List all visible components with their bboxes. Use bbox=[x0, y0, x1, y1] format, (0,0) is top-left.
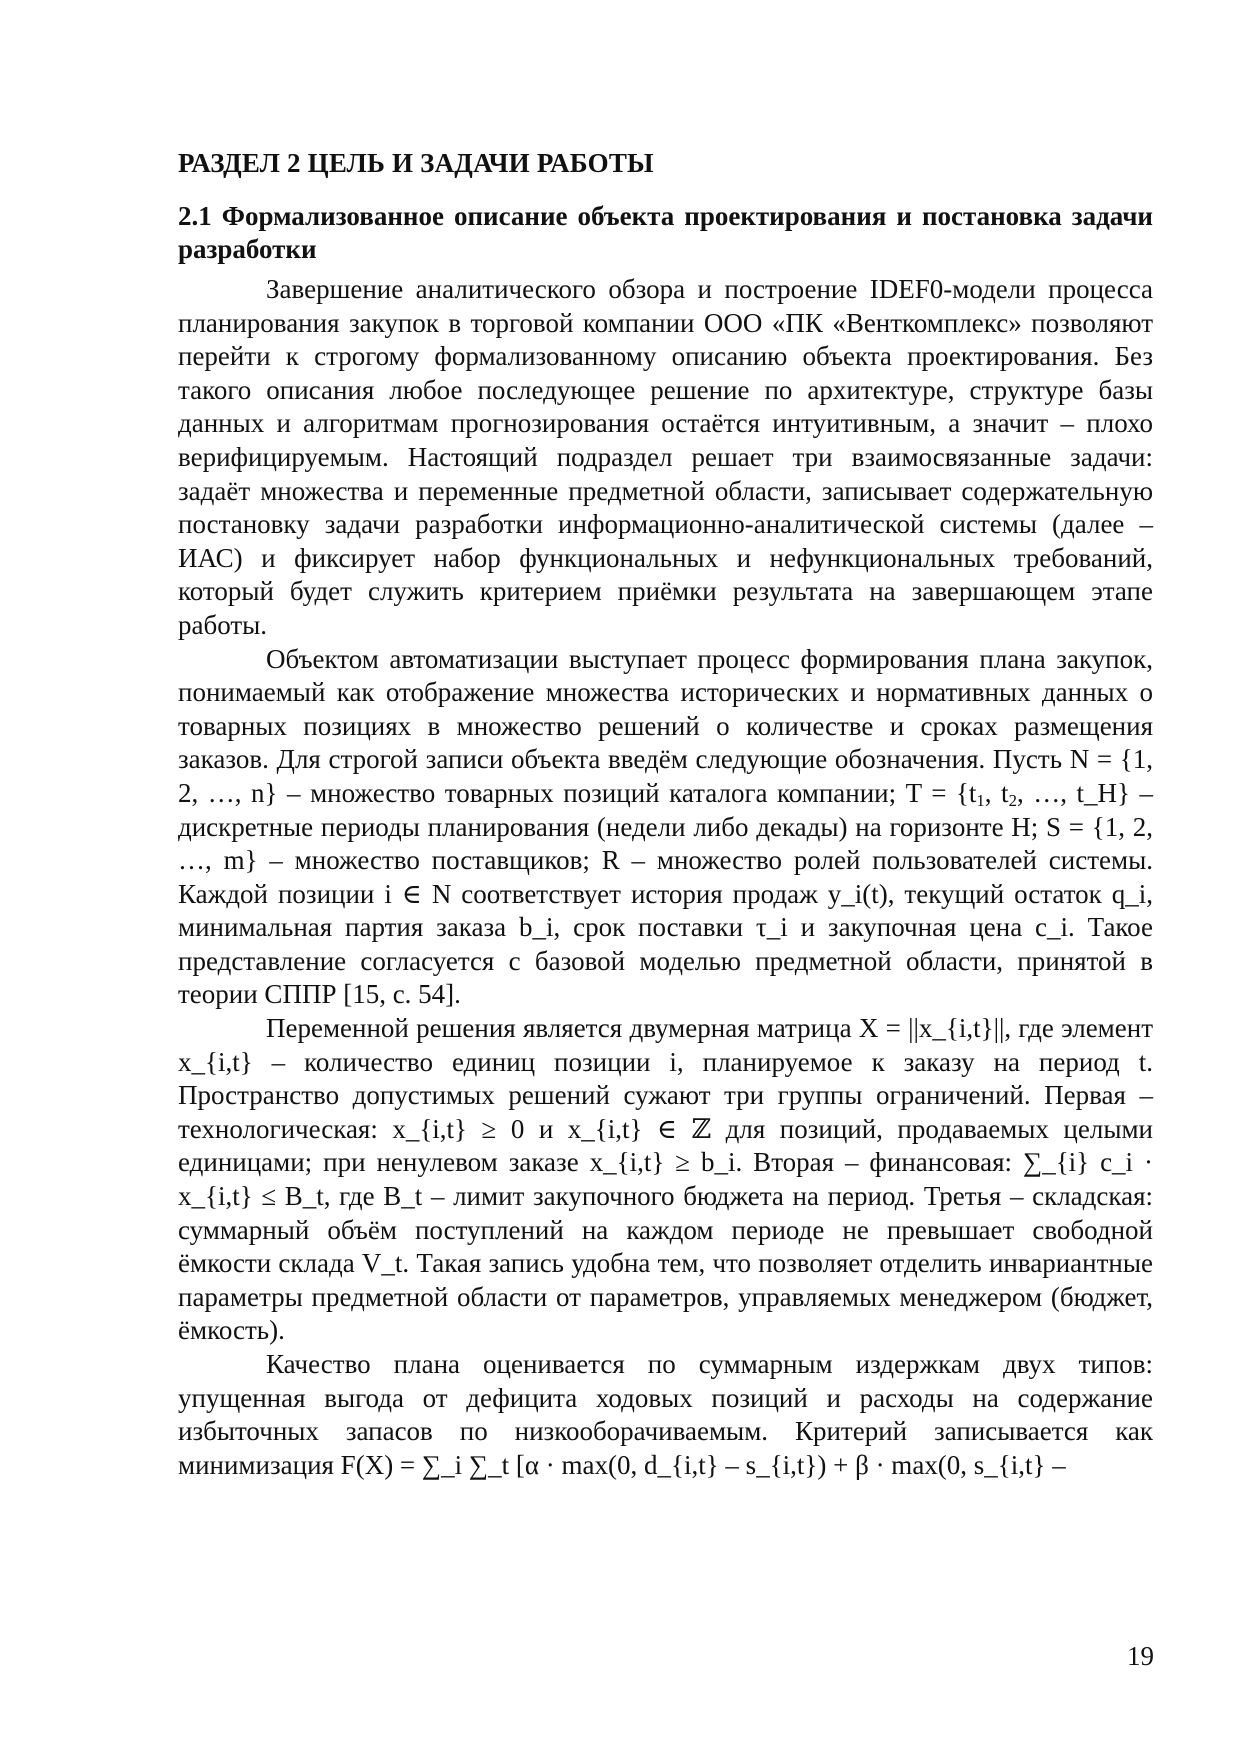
paragraph-quality-criterion: Качество плана оценивается по суммарным издержкам двух типов: упущенная выгода от дефицита ходовых позиций и расходы на содержание избыточных запасов по низкооборачиваемым. Критерий записывается как минимизация F(X) = ∑_i ∑_t [α · max(0, d_{i,t} – s_{i,t}) + β · max(0, s_{i,t} – bbox=[178, 1349, 1153, 1480]
paragraph-decision-variable: Переменной решения является двумерная матрица X = ||x_{i,t}||, где элемент x_{i,t} – количество единиц позиции i, планируемое к заказу на период t. Пространство допустимых решений сужают три группы ограничений. Первая – технологическая: x_{i,t} ≥ 0 и x_{i,t} ∈ ℤ для позиций, продаваемых целыми единицами; при ненулевом заказе x_{i,t} ≥ b_i. Вторая – финансовая: ∑_{i} c_i · x_{i,t} ≤ B_t, где B_t – лимит закупочного бюджета на период. Третья – складская: суммарный объём поступлений на каждом периоде не превышает свободной ёмкости склада V_t. Такая запись удобна тем, что позволяет отделить инвариантные параметры предметной области от параметров, управляемых менеджером (бюджет, ёмкость). bbox=[178, 1013, 1153, 1346]
subsection-title: 2.1 Формализованное описание объекта проектирования и постановка задачи разработки bbox=[178, 201, 1153, 264]
paragraph-intro: Завершение аналитического обзора и построение IDEF0-модели процесса планирования закупок в торговой компании ООО «ПК «Венткомплекс» позволяют перейти к строгому формализованному описанию объекта проектирования. Без такого описания любое последующее решение по архитектуре, структуре базы данных и алгоритмам прогнозирования остаётся интуитивным, а значит – плохо верифицируемым. Настоящий подраздел решает три взаимосвязанные задачи: задаёт множества и переменные предметной области, записывает содержательную постановку задачи разработки информационно-аналитической системы (далее – ИАС) и фиксирует набор функциональных и нефункциональных требований, который будет служить критерием приёмки результата на завершающем этапе работы. bbox=[178, 274, 1153, 640]
subscript-2: 2 bbox=[1008, 791, 1017, 811]
paragraph-object-text-part1: Объектом автоматизации выступает процесс формирования плана закупок, понимаемый как отображение множества исторических и нормативных данных о товарных позициях в множество решений о количестве и сроках размещения заказов. Для строгой записи объекта введём следующие обозначения. Пусть N = {1, 2, …, n} – множество товарных позиций каталога компании; T = {t bbox=[178, 643, 1153, 808]
page-number: 19 bbox=[1127, 1641, 1154, 1671]
section-title: РАЗДЕЛ 2 ЦЕЛЬ И ЗАДАЧИ РАБОТЫ bbox=[178, 148, 654, 178]
paragraph-object-text-part2: , t bbox=[984, 777, 1009, 808]
page-content bbox=[178, 146, 1153, 1482]
paragraph-object-definition bbox=[178, 643, 1153, 1013]
subscript-1: 1 bbox=[976, 791, 985, 811]
paragraph-object-text-part3: , …, t_H} – дискретные периоды планирования (недели либо декады) на горизонте H; S = {1, 2, …, m} – множество поставщиков; R – множество ролей пользователей системы. Каждой позиции i ∈ N соответствует история продаж y_i(t), текущий остаток q_i, минимальная партия заказа b_i, срок поставки τ_i и закупочная цена c_i. Такое представление согласуется с базовой моделью предметной области, принятой в теории СППР [15, с. 54]. bbox=[178, 777, 1153, 1010]
